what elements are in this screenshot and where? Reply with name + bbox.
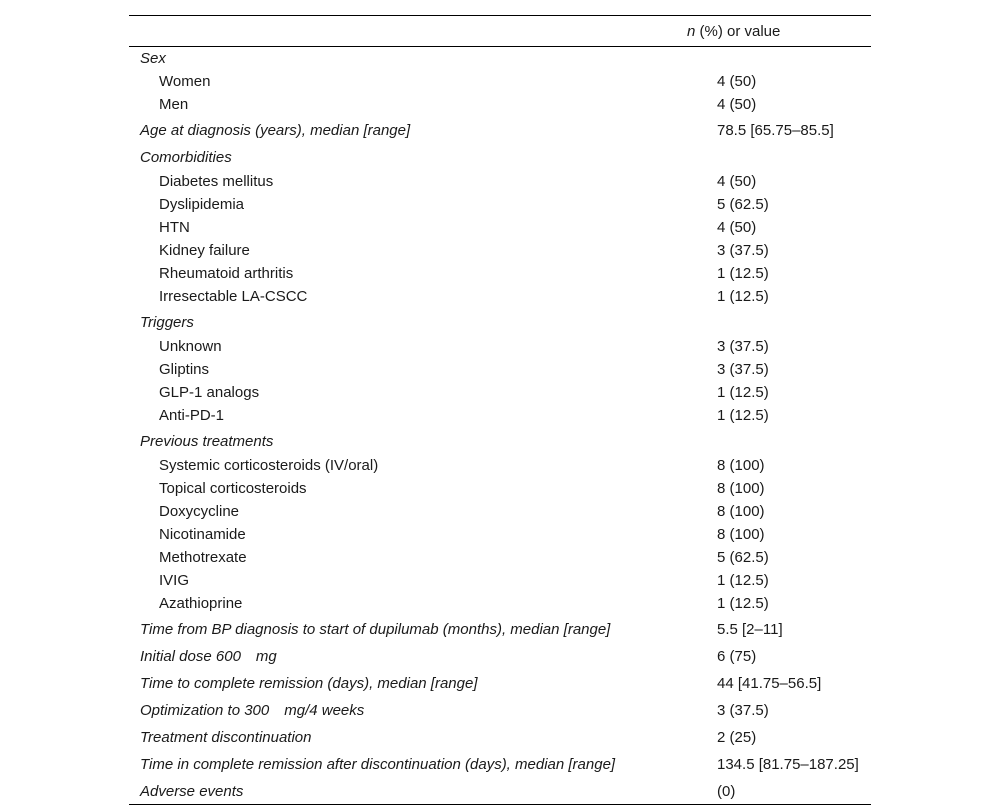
subitem-row — [129, 358, 871, 381]
category-label: Adverse events — [140, 783, 244, 800]
subitem-label: HTN — [159, 219, 190, 236]
subitem-row — [129, 381, 871, 404]
subitem-row — [129, 70, 871, 93]
category-row — [129, 615, 871, 642]
category-label: Time from BP diagnosis to start of dupilumab (months), median [range] — [140, 621, 611, 638]
value-column-header — [129, 16, 871, 47]
row-value: 3 (37.5) — [717, 702, 769, 719]
row-value: 8 (100) — [717, 457, 765, 474]
subitem-row — [129, 569, 871, 592]
row-value: 8 (100) — [717, 480, 765, 497]
subitem-label: Systemic corticosteroids (IV/oral) — [159, 457, 379, 474]
row-value: (0) — [717, 783, 736, 800]
category-row — [129, 723, 871, 750]
patient-characteristics-table — [129, 15, 871, 805]
row-value: 78.5 [65.75–85.5] — [717, 122, 834, 139]
row-value: 1 (12.5) — [717, 384, 769, 401]
subitem-label: Doxycycline — [159, 503, 240, 520]
subitem-label: Nicotinamide — [159, 526, 246, 543]
subitem-label: Women — [159, 73, 211, 90]
row-value — [706, 427, 871, 454]
value-column-header-n: n — [687, 22, 696, 40]
subitem-label: Rheumatoid arthritis — [159, 265, 294, 282]
row-value: 4 (50) — [717, 73, 757, 90]
row-value: 1 (12.5) — [717, 288, 769, 305]
subitem-row — [129, 239, 871, 262]
row-value: 3 (37.5) — [717, 361, 769, 378]
subitem-row — [129, 523, 871, 546]
subitem-row — [129, 193, 871, 216]
category-label: Optimization to 300 mg/4 weeks — [140, 702, 365, 719]
subitem-row — [129, 170, 871, 193]
subitem-row — [129, 454, 871, 477]
category-label: Comorbidities — [140, 149, 232, 166]
row-value: 1 (12.5) — [717, 595, 769, 612]
subitem-row — [129, 285, 871, 308]
row-value: 8 (100) — [717, 503, 765, 520]
category-row — [129, 116, 871, 143]
subitem-label: Unknown — [159, 338, 222, 355]
category-row — [129, 696, 871, 723]
subitem-label: Methotrexate — [159, 549, 247, 566]
row-value: 5 (62.5) — [717, 196, 769, 213]
subitem-row — [129, 546, 871, 569]
subitem-label: Anti-PD-1 — [159, 407, 225, 424]
category-label: Time to complete remission (days), median [range] — [140, 675, 478, 692]
table-header-row — [129, 16, 871, 47]
subitem-label: Irresectable LA-CSCC — [159, 288, 308, 305]
category-row — [129, 143, 871, 170]
row-value: 5 (62.5) — [717, 549, 769, 566]
row-value: 1 (12.5) — [717, 265, 769, 282]
subitem-label: Diabetes mellitus — [159, 173, 274, 190]
row-value: 4 (50) — [717, 173, 757, 190]
row-value: 44 [41.75–56.5] — [717, 675, 822, 692]
subitem-row — [129, 216, 871, 239]
category-row — [129, 777, 871, 805]
subitem-label: GLP-1 analogs — [159, 384, 260, 401]
category-row — [129, 750, 871, 777]
row-value — [706, 308, 871, 335]
category-row — [129, 308, 871, 335]
category-row — [129, 47, 871, 71]
row-value: 4 (50) — [717, 96, 757, 113]
row-value: 3 (37.5) — [717, 338, 769, 355]
row-value — [706, 47, 871, 71]
subitem-row — [129, 335, 871, 358]
subitem-label: Kidney failure — [159, 242, 250, 259]
category-label: Triggers — [140, 314, 194, 331]
row-value: 8 (100) — [717, 526, 765, 543]
subitem-label: Men — [159, 96, 189, 113]
category-label: Time in complete remission after discontinuation (days), median [range] — [140, 756, 616, 773]
category-label: Previous treatments — [140, 433, 274, 450]
category-row — [129, 669, 871, 696]
subitem-row — [129, 262, 871, 285]
row-value: 2 (25) — [717, 729, 757, 746]
category-row — [129, 427, 871, 454]
characteristics-table-container — [129, 15, 871, 805]
subitem-label: Dyslipidemia — [159, 196, 245, 213]
subitem-label: Azathioprine — [159, 595, 243, 612]
value-column-header-text: (%) or value — [695, 22, 781, 40]
subitem-row — [129, 592, 871, 615]
subitem-label: IVIG — [159, 572, 190, 589]
subitem-row — [129, 500, 871, 523]
row-value: 134.5 [81.75–187.25] — [717, 756, 859, 773]
row-value: 6 (75) — [717, 648, 757, 665]
subitem-row — [129, 93, 871, 116]
category-label: Age at diagnosis (years), median [range] — [140, 122, 411, 139]
subitem-label: Topical corticosteroids — [159, 480, 307, 497]
subitem-label: Gliptins — [159, 361, 210, 378]
subitem-row — [129, 404, 871, 427]
row-value: 3 (37.5) — [717, 242, 769, 259]
row-value: 5.5 [2–11] — [717, 621, 783, 638]
category-label: Initial dose 600 mg — [140, 648, 277, 665]
category-row — [129, 642, 871, 669]
subitem-row — [129, 477, 871, 500]
category-label: Sex — [140, 50, 166, 67]
row-value — [706, 143, 871, 170]
table-body — [129, 47, 871, 805]
row-value: 1 (12.5) — [717, 572, 769, 589]
category-label: Treatment discontinuation — [140, 729, 312, 746]
row-value: 4 (50) — [717, 219, 757, 236]
row-value: 1 (12.5) — [717, 407, 769, 424]
